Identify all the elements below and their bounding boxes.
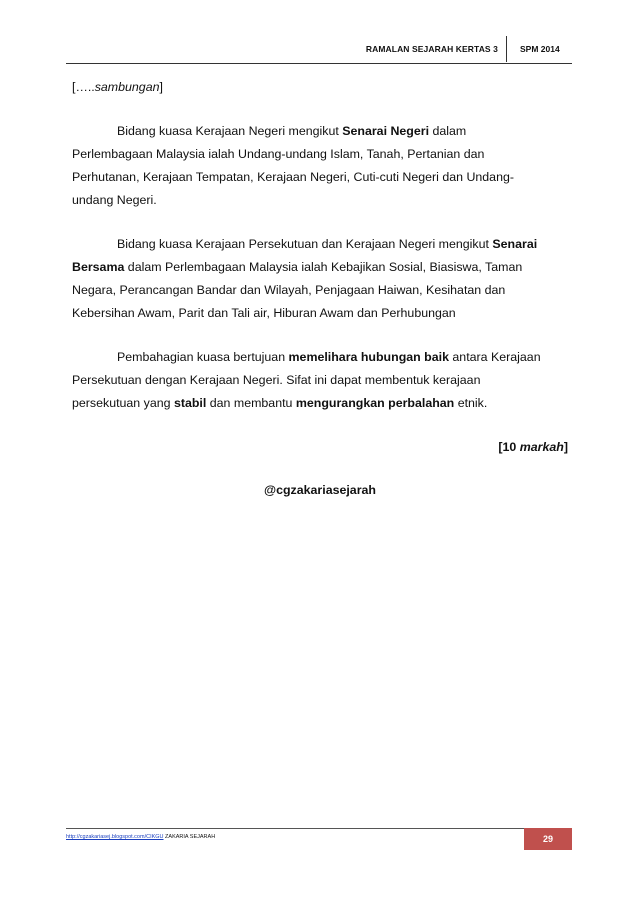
page-footer xyxy=(66,828,572,850)
author-handle: @cgzakariasejarah xyxy=(264,483,376,497)
continuation-open: [….. xyxy=(72,80,95,94)
paragraph-line xyxy=(72,392,568,415)
paragraph-line: Persekutuan dengan Kerajaan Negeri. Sifat ini dapat membentuk kerajaan xyxy=(72,373,481,387)
text-span: persekutuan yang xyxy=(72,396,174,410)
header-divider xyxy=(506,36,507,62)
text-span: Pembahagian kuasa bertujuan xyxy=(117,350,289,364)
paragraph-senarai-bersama xyxy=(72,233,568,325)
text-span: Bidang kuasa Kerajaan Negeri mengikut xyxy=(117,124,343,138)
marks-open: [10 xyxy=(498,440,520,454)
paragraph-pembahagian-kuasa xyxy=(72,346,568,415)
marks-word: markah xyxy=(519,440,564,454)
continuation-word: sambungan xyxy=(94,80,160,94)
paragraph-line: Kebersihan Awam, Parit dan Tali air, Hiburan Awam dan Perhubungan xyxy=(72,306,456,320)
page-header xyxy=(0,34,638,70)
bold-term: Senarai Negeri xyxy=(342,124,430,138)
text-span: antara Kerajaan xyxy=(448,350,541,364)
footer-link[interactable]: http://cgzakariasej.blogspot.com/CIKGU xyxy=(66,834,164,840)
header-rule xyxy=(66,63,572,64)
paragraph-line: Perhutanan, Kerajaan Tempatan, Kerajaan Negeri, Cuti-cuti Negeri dan Undang- xyxy=(72,170,514,184)
bold-term: memelihara hubungan baik xyxy=(288,350,449,364)
paragraph-line: undang Negeri. xyxy=(72,193,157,207)
text-span: dan membantu xyxy=(206,396,296,410)
paragraph-line xyxy=(72,346,568,369)
paragraph-line xyxy=(72,233,568,256)
page-number: 29 xyxy=(524,828,572,850)
paragraph-senarai-negeri xyxy=(72,120,568,212)
footer-author: ZAKARIA SEJARAH xyxy=(163,834,216,840)
marks-close: ] xyxy=(563,440,568,454)
text-span: Bidang kuasa Kerajaan Persekutuan dan Kerajaan Negeri mengikut xyxy=(117,237,493,251)
paragraph-line xyxy=(72,120,568,143)
document-body xyxy=(72,76,568,502)
text-span: dalam xyxy=(429,124,467,138)
footer-rule xyxy=(66,828,572,829)
paragraph-line: Negara, Perancangan Bandar dan Wilayah, Penjagaan Haiwan, Kesihatan dan xyxy=(72,283,506,297)
bold-term: stabil xyxy=(173,396,207,410)
text-span: dalam Perlembagaan Malaysia ialah Kebajikan Sosial, Biasiswa, Taman xyxy=(124,260,523,274)
bold-term: mengurangkan perbalahan xyxy=(295,396,455,410)
bold-term: Bersama xyxy=(72,260,125,274)
continuation-note xyxy=(72,76,568,99)
marks-label xyxy=(72,436,568,459)
paragraph-line: Perlembagaan Malaysia ialah Undang-undang Islam, Tanah, Pertanian dan xyxy=(72,147,485,161)
text-span: etnik. xyxy=(454,396,488,410)
paragraph-line xyxy=(72,256,568,279)
continuation-close: ] xyxy=(159,80,163,94)
footer-text xyxy=(66,834,215,840)
header-title: RAMALAN SEJARAH KERTAS 3 xyxy=(365,44,498,54)
header-exam: SPM 2014 xyxy=(520,44,560,54)
bold-term: Senarai xyxy=(492,237,538,251)
